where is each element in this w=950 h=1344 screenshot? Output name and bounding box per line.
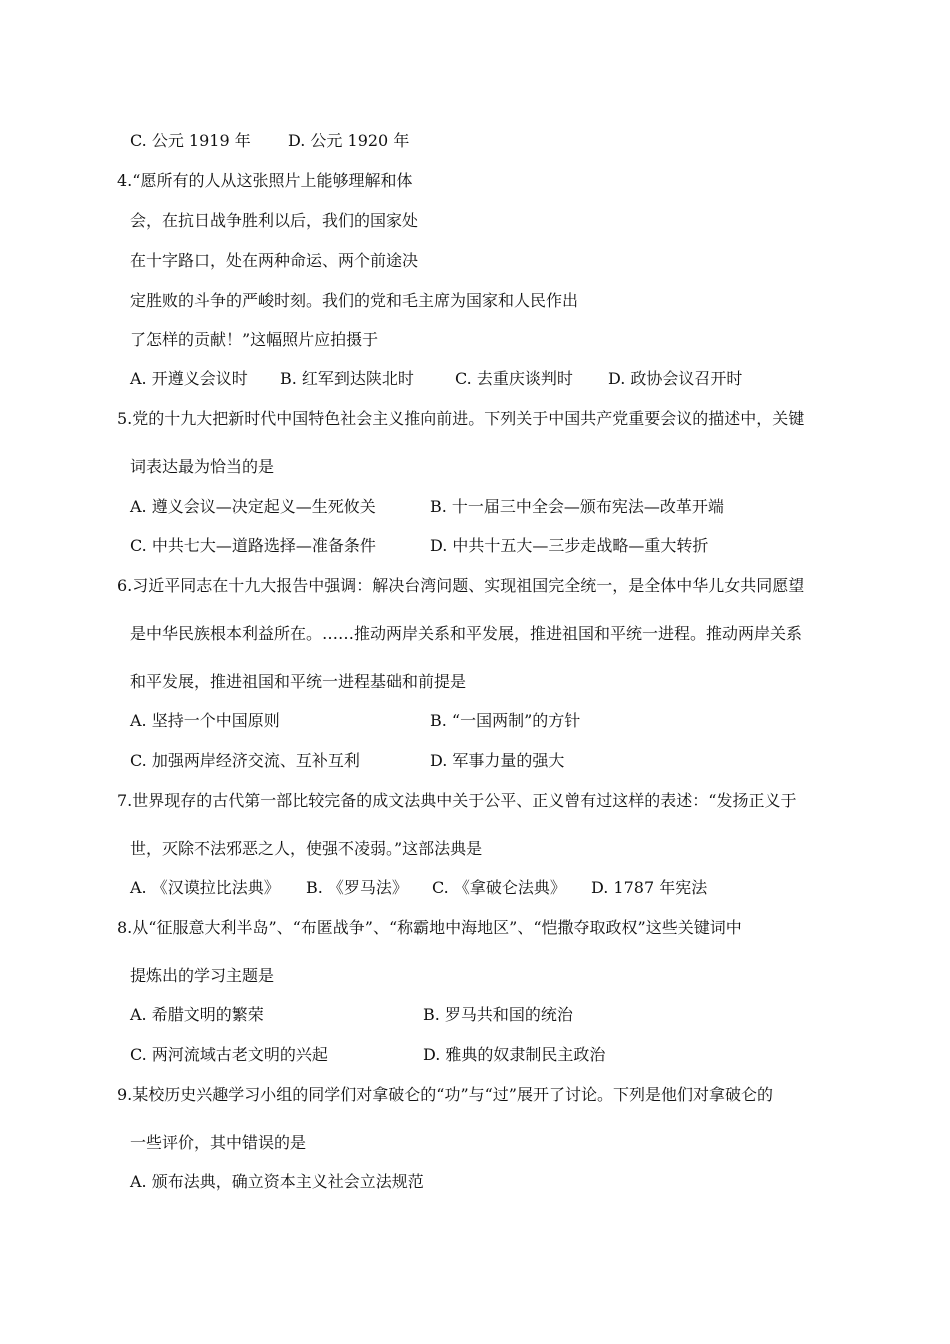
q4-stem-line-5: 了怎样的贡献！”这幅照片应拍摄于: [130, 330, 379, 349]
q8-stem-line-2: 提炼出的学习主题是: [130, 966, 275, 985]
q6-option-a: A. 坚持一个中国原则: [130, 711, 280, 730]
q5-stem-line-1: 5.党的十九大把新时代中国特色社会主义推向前进。下列关于中国共产党重要会议的描述中，关键: [117, 409, 805, 428]
q8-option-b: B. 罗马共和国的统治: [423, 1005, 573, 1024]
q5-option-b: B. 十一届三中全会—颁布宪法—改革开端: [430, 497, 724, 516]
q7-stem-line-1: 7.世界现存的古代第一部比较完备的成文法典中关于公平、正义曾有过这样的表述：“发扬正义于: [117, 791, 797, 810]
q6-option-d: D. 军事力量的强大: [430, 751, 565, 770]
q8-option-d: D. 雅典的奴隶制民主政治: [423, 1045, 606, 1064]
q8-stem-line-1: 8.从“征服意大利半岛”、“布匿战争”、“称霸地中海地区”、“恺撒夺取政权”这些关键词中: [117, 918, 742, 937]
q5-option-d: D. 中共十五大—三步走战略—重大转折: [430, 536, 709, 555]
q3-option-d: D. 公元 1920 年: [288, 131, 410, 150]
q5-option-a: A. 遵义会议—决定起义—生死攸关: [130, 497, 376, 516]
q8-option-a: A. 希腊文明的繁荣: [130, 1005, 264, 1024]
q4-stem-line-3: 在十字路口，处在两种命运、两个前途决: [130, 251, 419, 270]
q3-option-c: C. 公元 1919 年: [130, 131, 251, 150]
q4-option-a: A. 开遵义会议时: [130, 369, 248, 388]
q8-option-c: C. 两河流域古老文明的兴起: [130, 1045, 328, 1064]
q5-stem-line-2: 词表达最为恰当的是: [130, 457, 275, 476]
q6-option-b: B. “一国两制”的方针: [430, 711, 581, 730]
q6-stem-line-3: 和平发展，推进祖国和平统一进程基础和前提是: [130, 672, 467, 691]
q7-option-b: B. 《罗马法》: [306, 878, 408, 897]
q4-option-c: C. 去重庆谈判时: [455, 369, 573, 388]
q5-option-c: C. 中共七大—道路选择—准备条件: [130, 536, 376, 555]
q7-option-a: A. 《汉谟拉比法典》: [130, 878, 280, 897]
q4-stem-line-1: 4.“愿所有的人从这张照片上能够理解和体: [117, 171, 413, 190]
q9-stem-line-2: 一些评价，其中错误的是: [130, 1133, 307, 1152]
q9-stem-line-1: 9.某校历史兴趣学习小组的同学们对拿破仑的“功”与“过”展开了讨论。下列是他们对拿破仑的: [117, 1085, 773, 1104]
q6-option-c: C. 加强两岸经济交流、互补互利: [130, 751, 360, 770]
q6-stem-line-1: 6.习近平同志在十九大报告中强调：解决台湾问题、实现祖国完全统一，是全体中华儿女共同愿望: [117, 576, 805, 595]
q4-option-b: B. 红军到达陕北时: [280, 369, 414, 388]
q9-option-a: A. 颁布法典，确立资本主义社会立法规范: [130, 1172, 424, 1191]
q4-stem-line-2: 会，在抗日战争胜利以后，我们的国家处: [130, 211, 419, 230]
q6-stem-line-2: 是中华民族根本利益所在。……推动两岸关系和平发展，推进祖国和平统一进程。推动两岸关系: [130, 624, 803, 643]
q4-stem-line-4: 定胜败的斗争的严峻时刻。我们的党和毛主席为国家和人民作出: [130, 291, 579, 310]
q4-option-d: D. 政协会议召开时: [608, 369, 743, 388]
q7-option-c: C. 《拿破仑法典》: [432, 878, 566, 897]
q7-stem-line-2: 世，灭除不法邪恶之人，使强不凌弱。”这部法典是: [130, 839, 483, 858]
q7-option-d: D. 1787 年宪法: [591, 878, 708, 897]
